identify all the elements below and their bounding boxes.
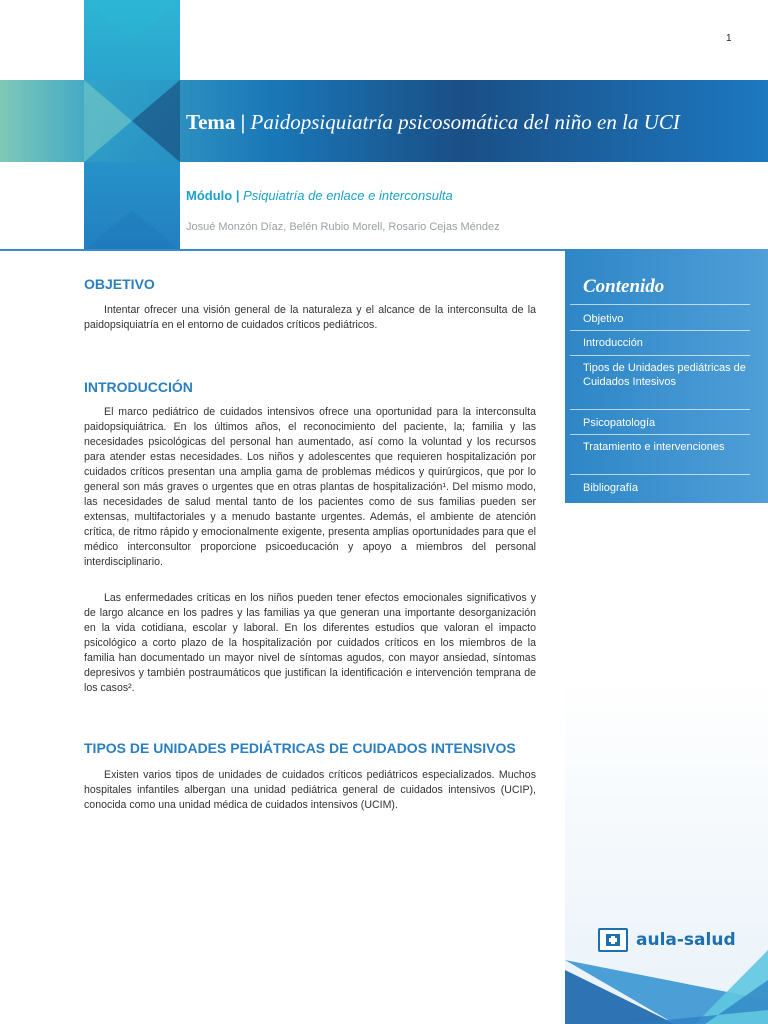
modulo-title: Psiquiatría de enlace e interconsulta	[243, 188, 453, 203]
sidebar-item-tipos[interactable]: Tipos de Unidades pediátricas de Cuidados Intesivos	[583, 362, 746, 388]
sidebar-item-introduccion[interactable]: Introducción	[583, 337, 643, 349]
sidebar-item-bibliografia[interactable]: Bibliografía	[583, 482, 639, 494]
sidebar-divider	[570, 434, 750, 435]
tema-label: Tema |	[186, 110, 246, 134]
tipos-text: Existen varios tipos de unidades de cuidados críticos pediátricos especializados. Muchos hospitales infantiles albergan una unidad pediátrica general de cuidados intensivos (UCIP), conocida como una unidad médica de cuidados intensivos (UCIM).	[84, 769, 536, 811]
sidebar-divider	[570, 474, 750, 475]
sidebar-item-tratamiento[interactable]: Tratamiento e intervenciones	[583, 441, 725, 453]
sidebar-item-objetivo[interactable]: Objetivo	[583, 313, 624, 325]
authors: Josué Monzón Díaz, Belén Rubio Morell, Rosario Cejas Méndez	[186, 221, 500, 233]
introduccion-paragraph-2: Las enfermedades críticas en los niños pueden tener efectos emocionales significativos y de largo alcance en los padres y las familias ya que generan una importante desorganización en la vida cotidiana, escolar y laboral. En los diferentes estudios que valoran el impacto psicológico a corto plazo de la hospitalización por cuidados críticos en los miembros de la familia han documentado un mayor nivel de síntomas agudos, con mayor ansiedad, síntomas depresivos y también postraumáticos que justifican la identificación e intervención temprana de los casos².	[84, 592, 536, 694]
page-title	[186, 110, 680, 135]
page-number: 1	[726, 33, 732, 44]
objetivo-heading: OBJETIVO	[84, 276, 155, 292]
divider-line	[0, 249, 565, 251]
sidebar-divider	[570, 330, 750, 331]
tema-title: Paidopsiquiatría psicosomática del niño en la UCI	[250, 110, 680, 134]
introduccion-paragraph-1: El marco pediátrico de cuidados intensivos ofrece una oportunidad para la interconsulta paidopsiquiátrica. En los últimos años, el reconocimiento del paciente, la; familia y las necesidades psicológicas del personal han aumentado, así como la voluntad y los recursos para atender estas necesidades. Los niños y adolescentes que requieren hospitalización por cuidados críticos presentan una amplia gama de problemas médicos y quirúrgicos, que por lo general son más graves o urgentes que en otras plantas de hospitalización¹. Del mismo modo, las necesidades de salud mental tanto de los pacientes como de sus familias pueden ser extensas, multifactoriales y a menudo bastante urgentes. Además, el ambiente de atención crítica, de ritmo rápido y emocionalmente exigente, presenta amplias oportunidades para que el médico interconsultor proporcione psicoeducación y apoyo a miembros del personal interdisciplinario.	[84, 406, 536, 568]
sidebar-item-psicopatologia[interactable]: Psicopatología	[583, 417, 656, 429]
bottom-decoration	[565, 940, 768, 1024]
sidebar-divider	[570, 355, 750, 356]
sidebar-divider	[570, 304, 750, 305]
modulo-label: Módulo |	[186, 188, 240, 203]
tipos-heading: TIPOS DE UNIDADES PEDIÁTRICAS DE CUIDADOS INTENSIVOS	[84, 740, 516, 756]
introduccion-heading: INTRODUCCIÓN	[84, 379, 193, 395]
sidebar-title: Contenido	[583, 276, 665, 297]
sidebar-divider	[570, 409, 750, 410]
logo-text: aula-salud	[636, 930, 736, 950]
objetivo-text: Intentar ofrecer una visión general de la naturaleza y el alcance de la interconsulta de la paidopsiquiatría en el entorno de cuidados críticos pediátricos.	[84, 304, 536, 331]
module-line	[186, 188, 453, 203]
